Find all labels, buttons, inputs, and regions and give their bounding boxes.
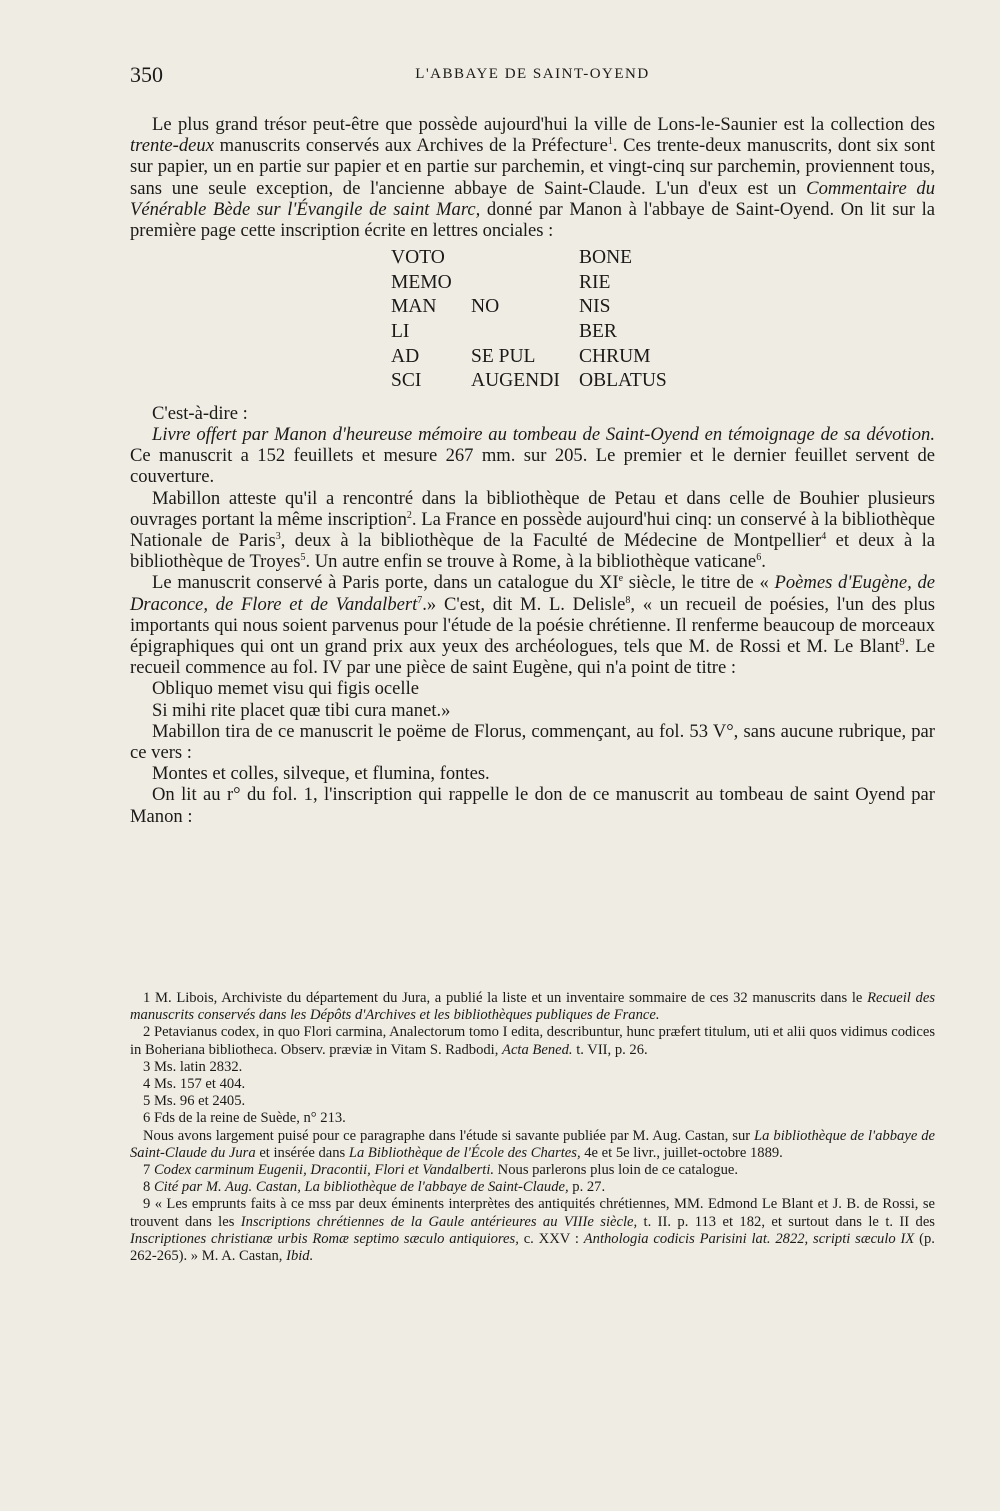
inscription-cell: SE PUL bbox=[471, 345, 536, 367]
text-run-italic: Recueil des manuscrits conservés dans les Dépôts d'Archives et les bibliothèques publiques de France. bbox=[130, 990, 935, 1024]
text-run: manuscrits conservés aux Archives de la Préfecture bbox=[213, 135, 608, 157]
text-run: .» C'est, dit M. L. Delisle bbox=[422, 593, 626, 615]
text-run: Ce manuscrit a 152 feuillets et mesure 267 mm. sur 205. Le premier et le dernier feuillet servent de couverture. bbox=[130, 445, 935, 488]
page-number: 350 bbox=[130, 62, 163, 87]
footnote-6: 6 Fds de la reine de Suède, n° 213. bbox=[143, 1110, 346, 1127]
footnote-ref-8: 8 bbox=[625, 594, 631, 606]
text-run-italic: Acta Bened. bbox=[502, 1041, 573, 1058]
text-run: 9 « Les emprunts faits à ce mss par deux éminents interprètes des antiquités chrétiennes, MM. Edmond Le Blant et J. B. de Rossi, se trouvent dans les bbox=[130, 1196, 935, 1230]
page-header bbox=[130, 62, 935, 92]
text-run: donné par Manon à l'abbaye de Saint-Oyend. On lit sur la première page cette inscription écrite en lettres onciales : bbox=[130, 198, 935, 242]
main-text bbox=[130, 114, 935, 827]
text-run: . Le recueil commence au fol. IV par une pièce de saint Eugène, qui n'a point de titre : bbox=[130, 636, 935, 679]
text-run: Le plus grand trésor peut-être que possède aujourd'hui la ville de Lons-le-Saunier est la collection des bbox=[152, 114, 935, 135]
text-run: et insérée dans bbox=[255, 1144, 349, 1161]
inscription-cell: OBLATUS bbox=[579, 370, 667, 392]
text-run: 2 Petavianus codex, in quo Flori carmina, Analectorum tomo I edita, describuntur, hunc præfert titulum, uti et alii quos vidimus codices in Boheriana bibliotheca. Observ. præviæ in Vitam S. Radbodi, bbox=[130, 1024, 935, 1058]
footnote-ref-4: 4 bbox=[821, 530, 827, 542]
paragraph-6: Mabillon tira de ce manuscrit le poëme de Florus, commençant, au fol. 53 V°, sans aucune rubrique, par ce vers : bbox=[130, 720, 935, 764]
inscription-row bbox=[391, 296, 667, 321]
inscription-cell: VOTO bbox=[391, 247, 445, 269]
inscription-cell: CHRUM bbox=[579, 345, 651, 367]
text-run: et deux à la bibliothèque de Troyes bbox=[130, 530, 936, 573]
text-run: Nous avons largement puisé pour ce paragraphe dans l'étude si savante publiée par M. Aug. Castan, sur bbox=[143, 1127, 755, 1144]
inscription-row bbox=[391, 370, 667, 395]
text-run-italic: Inscriptions chrétiennes de la Gaule antérieures au VIIIe siècle, bbox=[240, 1213, 638, 1230]
inscription-row bbox=[391, 321, 667, 346]
footnotes bbox=[130, 990, 935, 1265]
text-run: Nous parlerons plus loin de ce catalogue. bbox=[494, 1162, 738, 1179]
paragraph-3 bbox=[130, 424, 935, 488]
inscription-cell bbox=[471, 321, 579, 346]
text-run-italic: Codex carminum Eugenii, Dracontii, Flori et Vandalberti. bbox=[153, 1162, 495, 1179]
text-run: . bbox=[761, 551, 766, 573]
text-run-italic: Anthologia codicis Parisini lat. 2822, scripti sæculo IX bbox=[583, 1230, 915, 1247]
text-run: 8 bbox=[143, 1179, 154, 1196]
footnote-ref-3: 3 bbox=[275, 530, 281, 542]
text-run: . Ces trente-deux manuscrits, dont six sont sur papier, un en partie sur papier et en partie sur parchemin, et vingt-cinq sur parchemin, proviennent tous, sans une seule exception, de l'ancienne abbaye de Saint-Claude. L'un d'eux est un bbox=[130, 135, 935, 199]
inscription-cell: LI bbox=[391, 321, 410, 342]
inscription-cell: BER bbox=[579, 321, 617, 342]
text-run: 1 M. Libois, Archiviste du département du Jura, a publié la liste et un inventaire sommaire de ces 32 manuscrits dans le bbox=[143, 990, 868, 1006]
inscription-cell: MEMO bbox=[391, 271, 452, 293]
inscription-cell: AD bbox=[391, 345, 420, 367]
text-run-italic: trente-deux bbox=[130, 135, 214, 157]
text-run: t. VII, p. 26. bbox=[572, 1041, 648, 1058]
inscription-cell: NO bbox=[471, 296, 500, 318]
inscription-row bbox=[391, 346, 667, 371]
paragraph-2: C'est-à-dire : bbox=[152, 402, 248, 424]
verse-line-2: Si mihi rite placet quæ tibi cura manet.» bbox=[152, 699, 451, 721]
inscription-cell: AUGENDI bbox=[471, 370, 560, 392]
text-run: Le manuscrit conservé à Paris porte, dans un catalogue du XI bbox=[152, 572, 619, 594]
inscription-cell bbox=[471, 272, 579, 297]
text-run: c. XXV : bbox=[518, 1230, 584, 1247]
footnote-ref-5: 5 bbox=[300, 552, 306, 564]
footnote-6-continued bbox=[130, 1128, 935, 1162]
verse-line-1: Obliquo memet visu qui figis ocelle bbox=[152, 678, 419, 700]
paragraph-1 bbox=[130, 114, 935, 241]
text-run: 7 bbox=[143, 1162, 154, 1179]
uncial-inscription bbox=[391, 247, 667, 395]
paragraph-4 bbox=[130, 488, 935, 573]
footnote-9 bbox=[130, 1196, 935, 1265]
text-run: p. 27. bbox=[568, 1179, 606, 1196]
footnote-3: 3 Ms. latin 2832. bbox=[143, 1058, 243, 1075]
text-run: (p. 262-265). » M. A. Castan, bbox=[130, 1230, 935, 1265]
footnote-ref-9: 9 bbox=[899, 636, 905, 648]
text-run-italic: Commentaire du Vénérable Bède sur l'Évangile de saint Marc, bbox=[130, 177, 935, 220]
footnote-4: 4 Ms. 157 et 404. bbox=[143, 1076, 246, 1093]
text-run: . Un autre enfin se trouve à Rome, à la bibliothèque vaticane bbox=[305, 551, 757, 573]
footnote-ref-6: 6 bbox=[756, 552, 762, 564]
footnote-ref-7: 7 bbox=[417, 594, 423, 606]
footnote-ref-2: 2 bbox=[406, 509, 412, 521]
text-run-italic: Livre offert par Manon d'heureuse mémoire au tombeau de Saint-Oyend en témoignage de sa dévotion. bbox=[152, 423, 935, 445]
inscription-row bbox=[391, 272, 667, 297]
inscription-cell bbox=[471, 247, 579, 272]
footnote-5: 5 Ms. 96 et 2405. bbox=[143, 1093, 246, 1110]
inscription-cell: BONE bbox=[579, 247, 633, 269]
text-run-italic: La bibliothèque de l'abbaye de Saint-Claude du Jura bbox=[130, 1127, 936, 1161]
text-run: t. II. p. 113 et 182, et surtout dans le t. II des bbox=[637, 1213, 935, 1230]
paragraph-7: On lit au r° du fol. 1, l'inscription qui rappelle le don de ce manuscrit au tombeau de saint Oyend par Manon : bbox=[130, 784, 935, 827]
text-run-italic: Ibid. bbox=[286, 1248, 314, 1265]
inscription-cell: SCI bbox=[391, 370, 422, 392]
text-run: . La France en possède aujourd'hui cinq: un conservé à la bibliothèque Nationale de Paris bbox=[130, 508, 935, 551]
superscript: e bbox=[618, 573, 624, 585]
footnote-1 bbox=[130, 990, 935, 1024]
inscription-cell: NIS bbox=[579, 296, 611, 318]
inscription-cell: RIE bbox=[579, 271, 611, 293]
verse-line-3: Montes et colles, silveque, et flumina, fontes. bbox=[152, 763, 490, 785]
text-run: Mabillon atteste qu'il a rencontré dans la bibliothèque de Petau et dans celle de Bouhier plusieurs ouvrages portant la même inscription bbox=[130, 487, 935, 530]
footnote-7 bbox=[130, 1162, 935, 1179]
footnote-ref-1: 1 bbox=[607, 136, 613, 148]
text-run-italic: Poèmes d'Eugène, de Draconce, de Flore et de Vandalbert bbox=[130, 572, 935, 615]
inscription-row bbox=[391, 247, 667, 272]
running-title: L'ABBAYE DE SAINT-OYEND bbox=[415, 66, 650, 82]
text-run: , « un recueil de poésies, l'un des plus importants qui nous soient parvenus pour l'étude de la poésie chrétienne. Il renferme beaucoup de morceaux épigraphiques qui ont un grand prix aux yeux des archéologues, tels que M. de Rossi et M. Le Blant bbox=[130, 593, 935, 658]
text-run-italic: Cité par M. Aug. Castan, La bibliothèque de l'abbaye de Saint-Claude, bbox=[153, 1179, 569, 1196]
text-run: 4e et 5e livr., juillet-octobre 1889. bbox=[580, 1144, 783, 1161]
text-run-italic: Inscriptiones christianæ urbis Romæ septimo sæculo antiquiores, bbox=[130, 1230, 519, 1247]
text-run-italic: La Bibliothèque de l'École des Chartes, bbox=[348, 1144, 581, 1161]
inscription-cell: MAN bbox=[391, 296, 437, 318]
text-run: siècle, le titre de « bbox=[623, 572, 775, 594]
paragraph-5 bbox=[130, 572, 935, 678]
footnote-2 bbox=[130, 1024, 935, 1058]
text-run: , deux à la bibliothèque de la Faculté de Médecine de Montpellier bbox=[280, 530, 822, 551]
footnote-8 bbox=[130, 1179, 935, 1196]
